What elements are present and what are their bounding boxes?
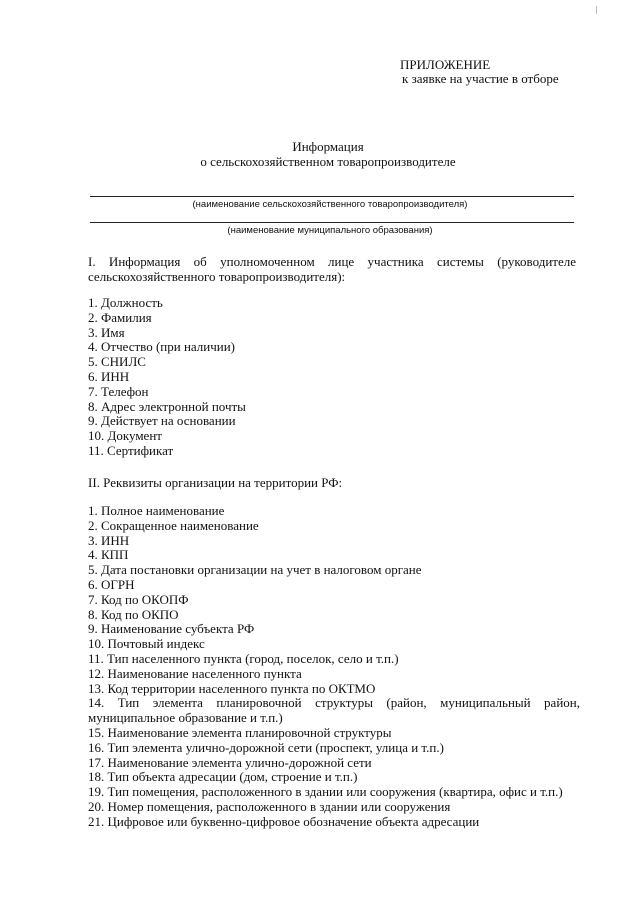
list-item: 1. Полное наименование: [88, 503, 225, 518]
producer-name-caption: (наименование сельскохозяйственного товаропроизводителя): [192, 199, 468, 210]
list-item: 2. Сокращенное наименование: [88, 517, 259, 533]
list-item: 8. Код по ОКПО: [88, 606, 179, 622]
list-item: 9. Действует на основании: [88, 413, 236, 429]
municipality-name-line: [90, 222, 574, 223]
section-1-heading: I. Информация об уполномоченном лице участника системы (руководителе сельскохозяйственного товаропроизводителя):: [88, 254, 576, 284]
list-item: 12. Наименование населенного пункта: [88, 665, 302, 681]
list-item: 4. КПП: [88, 547, 129, 563]
list-item: 3. Имя: [88, 324, 125, 340]
list-item: 3. ИНН: [88, 532, 130, 548]
list-item: 19. Тип помещения, расположенного в здании или сооружения (квартира, офис и т.п.): [88, 784, 563, 800]
list-item: 7. Телефон: [88, 383, 149, 399]
list-item: 20. Номер помещения, расположенного в здании или сооружения: [88, 798, 451, 814]
list-item: 5. СНИЛС: [88, 354, 146, 370]
list-item: 4. Отчество (при наличии): [88, 339, 236, 355]
list-item: 11. Сертификат: [88, 442, 174, 458]
list-item: 21. Цифровое или буквенно-цифровое обозначение объекта адресации: [88, 813, 480, 829]
document-subtitle: о сельскохозяйственном товаропроизводителе: [200, 154, 456, 169]
list-item: 5. Дата постановки организации на учет в налоговом органе: [88, 562, 422, 578]
list-item: 2. Фамилия: [88, 309, 152, 325]
section-1-list: [88, 296, 580, 459]
document-title: Информация: [292, 139, 364, 154]
producer-name-line: [90, 196, 574, 197]
appendix-subtitle: к заявке на участие в отборе: [402, 71, 559, 86]
list-item: 16. Тип элемента улично-дорожной сети (проспект, улица и т.п.): [88, 739, 444, 755]
section-2-list: [88, 504, 580, 830]
list-item: 11. Тип населенного пункта (город, поселок, село и т.п.): [88, 650, 399, 666]
list-item: 18. Тип объекта адресации (дом, строение и т.п.): [88, 769, 358, 785]
list-item: 17. Наименование элемента улично-дорожной сети: [88, 754, 372, 770]
list-item: 13. Код территории населенного пункта по ОКТМО: [88, 680, 376, 696]
list-item: 6. ОГРН: [88, 576, 135, 592]
list-item: 8. Адрес электронной почты: [88, 398, 246, 414]
list-item: 10. Почтовый индекс: [88, 636, 205, 652]
list-item: 6. ИНН: [88, 368, 130, 384]
list-item: 10. Документ: [88, 428, 162, 444]
list-item: 9. Наименование субъекта РФ: [88, 621, 255, 637]
section-2-heading: II. Реквизиты организации на территории РФ:: [88, 475, 343, 490]
list-item: 7. Код по ОКОПФ: [88, 591, 189, 607]
list-item: 1. Должность: [88, 295, 163, 310]
municipality-name-caption: (наименование муниципального образования): [227, 225, 433, 236]
list-item: 15. Наименование элемента планировочной структуры: [88, 724, 392, 740]
scan-artifact: [596, 6, 597, 14]
list-item: 14. Тип элемента планировочной структуры (район, муниципальный район, муниципальное образование и т.п.): [88, 695, 580, 726]
appendix-note: [400, 58, 559, 86]
appendix-title: ПРИЛОЖЕНИЕ: [400, 57, 491, 72]
